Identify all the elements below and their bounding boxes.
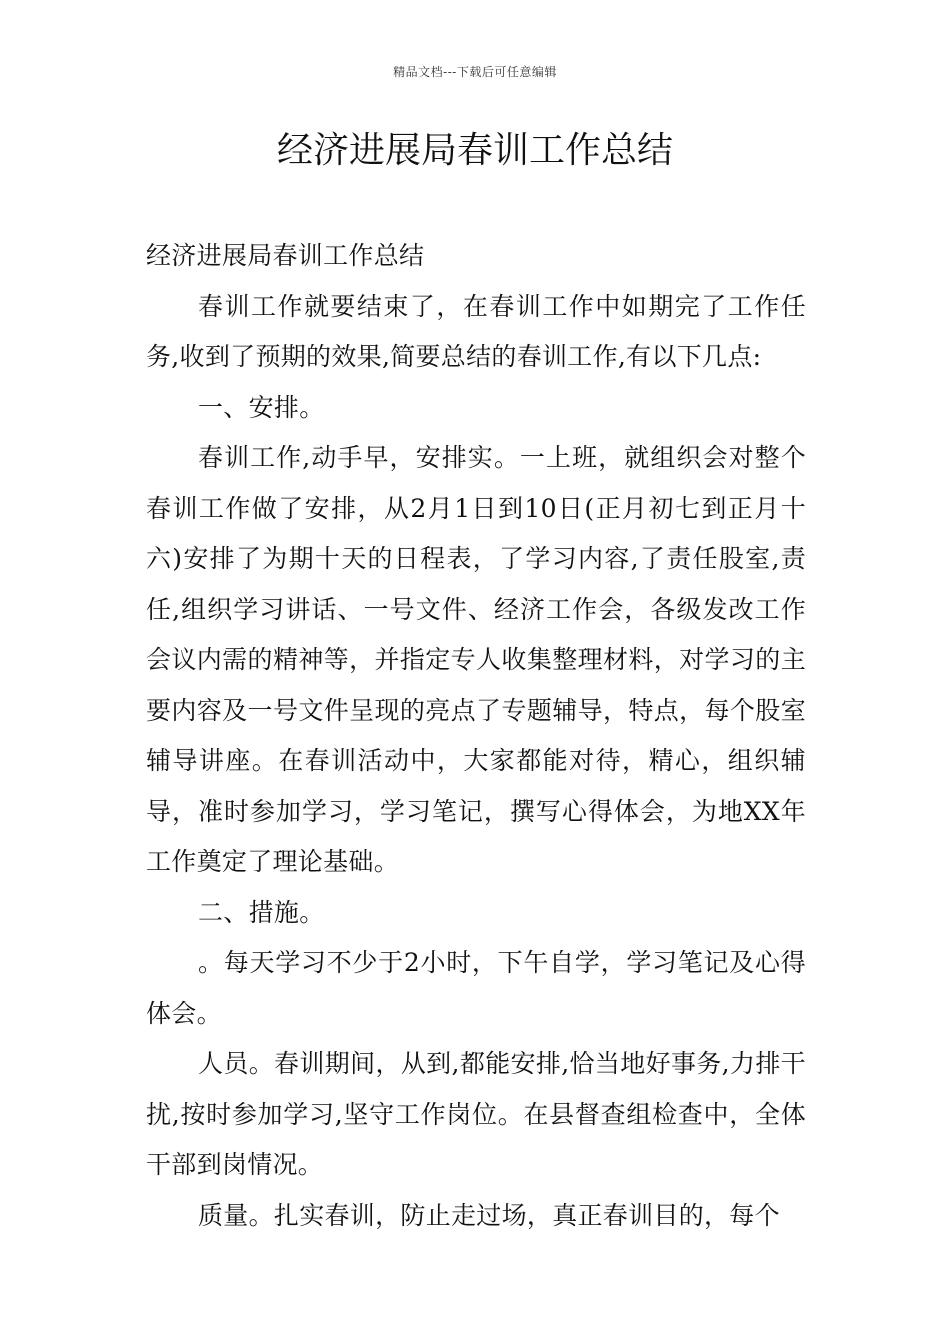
header-note: 精品文档---下载后可任意编辑 xyxy=(393,65,557,79)
section-heading-measures: 二、措施。 xyxy=(198,897,325,927)
paragraph-personnel: 人员。春训期间，从到,都能安排,恰当地好事务,力排干扰,按时参加学习,坚守工作岗位。在县督查组检查中，全体干部到岗情况。 xyxy=(146,1049,806,1179)
paragraph-subtitle: 经济进展局春训工作总结 xyxy=(146,241,425,270)
paragraph-study-time: 。每天学习不少于2小时，下午自学，学习笔记及心得体会。 xyxy=(146,948,806,1028)
document-title: 经济进展局春训工作总结 xyxy=(276,130,673,171)
section-heading-arrangement: 一、安排。 xyxy=(198,392,325,422)
paragraph-arrangement: 春训工作,动手早，安排实。一上班，就组织会对整个春训工作做了安排，从2月1日到10日(正月初七到正月十六)安排了为期十天的日程表，了学习内容,了责任股室,责任,组织学习讲话、一号文件、经济工作会，各级发改工作会议内需的精神等，并指定专人收集整理材料，对学习的主要内容及一号文件呈现的亮点了专题辅导，特点，每个股室辅导讲座。在春训活动中，大家都能对待，精心，组织辅导，准时参加学习，学习笔记，撰写心得体会，为地XX年工作奠定了理论基础。 xyxy=(146,443,806,876)
paragraph-intro: 春训工作就要结束了，在春训工作中如期完了工作任务,收到了预期的效果,简要总结的春训工作,有以下几点: xyxy=(146,291,806,371)
document-body xyxy=(146,231,806,1241)
paragraph-quality: 质量。扎实春训，防止走过场，真正春训目的，每个 xyxy=(198,1200,780,1230)
